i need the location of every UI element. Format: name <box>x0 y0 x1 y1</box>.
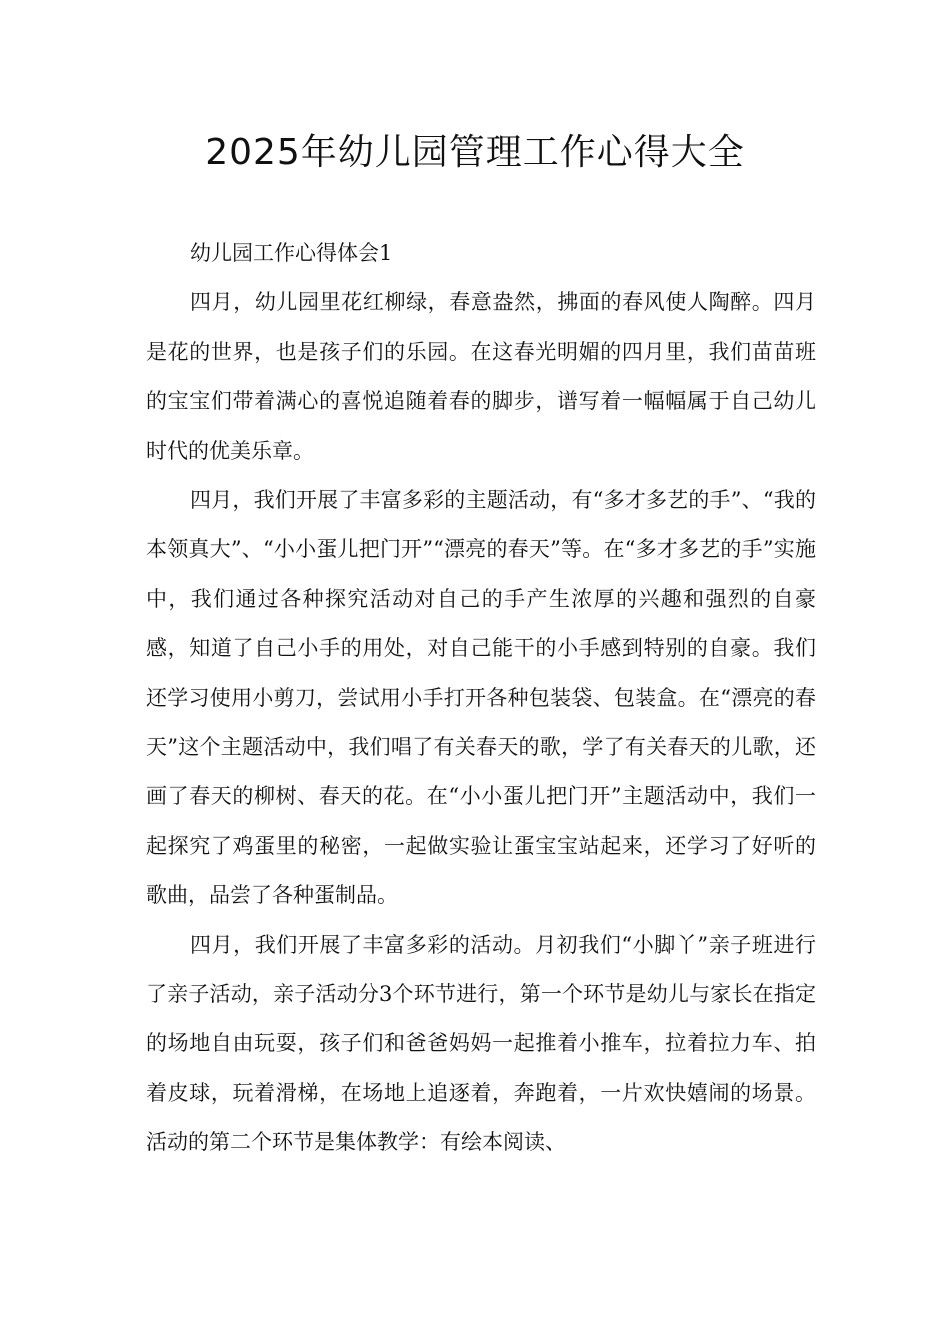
paragraph: 四月，幼儿园里花红柳绿，春意盎然，拂面的春风使人陶醉。四月是花的世界，也是孩子们的乐园。在这春光明媚的四月里，我们苗苗班的宝宝们带着满心的喜悦追随着春的脚步，谱写着一幅幅属于自己幼儿时代的优美乐章。 <box>146 290 816 463</box>
document-title: 2025年幼儿园管理工作心得大全 <box>205 132 745 173</box>
section-heading: 幼儿园工作心得体会1 <box>190 241 393 265</box>
paragraph: 四月，我们开展了丰富多彩的主题活动，有“多才多艺的手”、“我的本领真大”、“小小蛋儿把门开”“漂亮的春天”等。在“多才多艺的手”实施中，我们通过各种探究活动对自己的手产生浓厚的兴趣和强烈的自豪感，知道了自己小手的用处，对自己能干的小手感到特别的自豪。我们还学习使用小剪刀，尝试用小手打开各种包装袋、包装盒。在“漂亮的春天”这个主题活动中，我们唱了有关春天的歌，学了有关春天的儿歌，还画了春天的柳树、春天的花。在“小小蛋儿把门开”主题活动中，我们一起探究了鸡蛋里的秘密，一起做实验让蛋宝宝站起来，还学习了好听的歌曲，品尝了各种蛋制品。 <box>146 488 816 908</box>
document-body <box>146 229 816 1168</box>
paragraph: 四月，我们开展了丰富多彩的活动。月初我们“小脚丫”亲子班进行了亲子活动，亲子活动分3个环节进行，第一个环节是幼儿与家长在指定的场地自由玩耍，孩子们和爸爸妈妈一起推着小推车，拉着拉力车、拍着皮球，玩着滑梯，在场地上追逐着，奔跑着，一片欢快嬉闹的场景。活动的第二个环节是集体教学：有绘本阅读、 <box>146 932 816 1155</box>
